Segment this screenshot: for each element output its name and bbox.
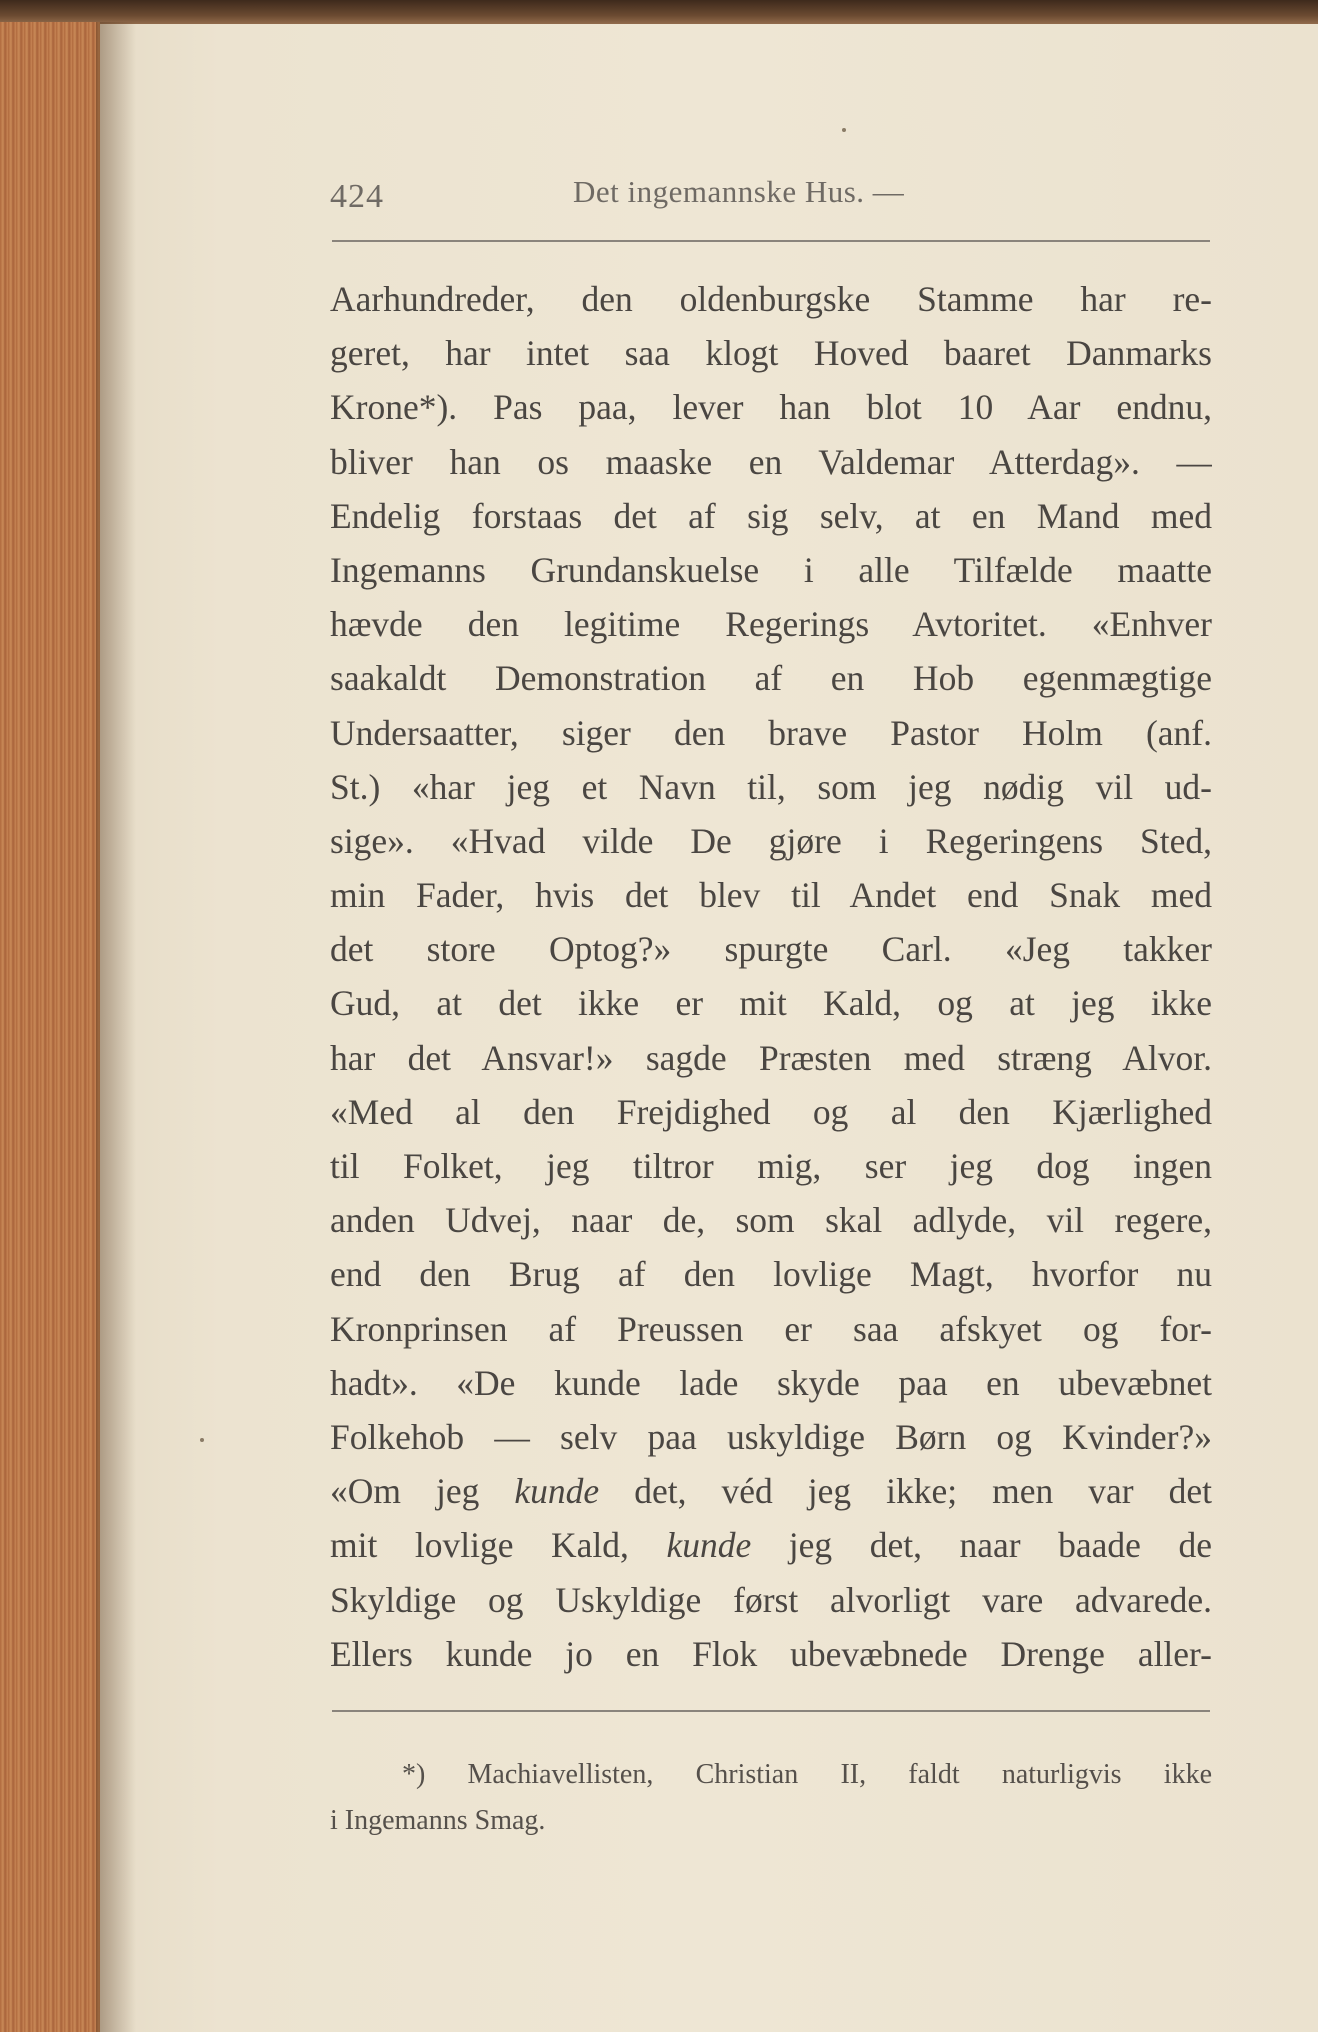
text-line: St.) «har jeg et Navn til, som jeg nødig vil ud- (330, 766, 1212, 807)
text-line: hævde den legitime Regerings Avtoritet. «Enhver (330, 604, 1212, 645)
text-line: Gud, at det ikke er mit Kald, og at jeg ikke (330, 983, 1212, 1024)
text-line: Undersaatter, siger den brave Pastor Holm (anf. (330, 712, 1212, 753)
gutter-shadow (96, 22, 136, 2032)
text-line: Aarhundreder, den oldenburgske Stamme har re- (330, 279, 1212, 319)
text-line: til Folket, jeg tiltror mig, ser jeg dog ingen (330, 1146, 1212, 1186)
text-line: Ingemanns Grundanskuelse i alle Tilfælde maatte (330, 549, 1212, 590)
book-cover-top-edge (0, 0, 1318, 26)
footnote-rule (332, 1710, 1210, 1712)
text-line: geret, har intet saa klogt Hoved baaret Danmarks (330, 333, 1212, 374)
text-line: har det Ansvar!» sagde Præsten med stræng Alvor. (330, 1037, 1212, 1078)
text-line: bliver han os maaske en Valdemar Atterdag». — (330, 441, 1212, 482)
text-line: min Fader, hvis det blev til Andet end Snak med (330, 875, 1212, 916)
emphasized-word: kunde (666, 1525, 752, 1566)
running-head: Det ingemannske Hus. — (573, 174, 905, 209)
text-line: Ellers kunde jo en Flok ubevæbnede Drenge aller- (330, 1633, 1212, 1674)
text-line: end den Brug af den lovlige Magt, hvorfor nu (330, 1254, 1212, 1295)
page-number: 424 (330, 178, 384, 215)
footnote-line: i Ingemanns Smag. (330, 1805, 546, 1836)
text-line: Endelig forstaas det af sig selv, at en Mand med (330, 495, 1212, 536)
text-line: det store Optog?» spurgte Carl. «Jeg takker (330, 929, 1212, 970)
text-line: «Om jeg kunde det, véd jeg ikke; men var det (330, 1471, 1212, 1512)
emphasized-word: kunde (514, 1471, 600, 1512)
paper-speck (200, 1438, 204, 1442)
text-line: mit lovlige Kald, kunde jeg det, naar baade de (330, 1525, 1212, 1566)
text-line: Kronprinsen af Preussen er saa afskyet og for- (330, 1308, 1212, 1349)
text-line: anden Udvej, naar de, som skal adlyde, vil regere, (330, 1200, 1212, 1241)
text-line: Skyldige og Uskyldige først alvorligt vare advarede. (330, 1579, 1212, 1620)
text-line: Krone*). Pas paa, lever han blot 10 Aar endnu, (330, 387, 1212, 428)
text-line: saakaldt Demonstration af en Hob egenmægtige (330, 658, 1212, 699)
main-text (330, 272, 1212, 1681)
header-rule (332, 240, 1210, 242)
paper-speck (842, 128, 846, 132)
text-line: «Med al den Frejdighed og al den Kjærlighed (330, 1091, 1212, 1132)
page-header (330, 168, 1210, 228)
footnote (330, 1752, 1212, 1844)
text-line: hadt». «De kunde lade skyde paa en ubevæbnet (330, 1362, 1212, 1403)
text-line: Folkehob — selv paa uskyldige Børn og Kvinder?» (330, 1416, 1212, 1457)
text-line: sige». «Hvad vilde De gjøre i Regeringens Sted, (330, 820, 1212, 861)
book-page-edges (0, 22, 100, 2032)
footnote-line: *) Machiavellisten, Christian II, faldt naturligvis ikke (402, 1759, 1212, 1790)
